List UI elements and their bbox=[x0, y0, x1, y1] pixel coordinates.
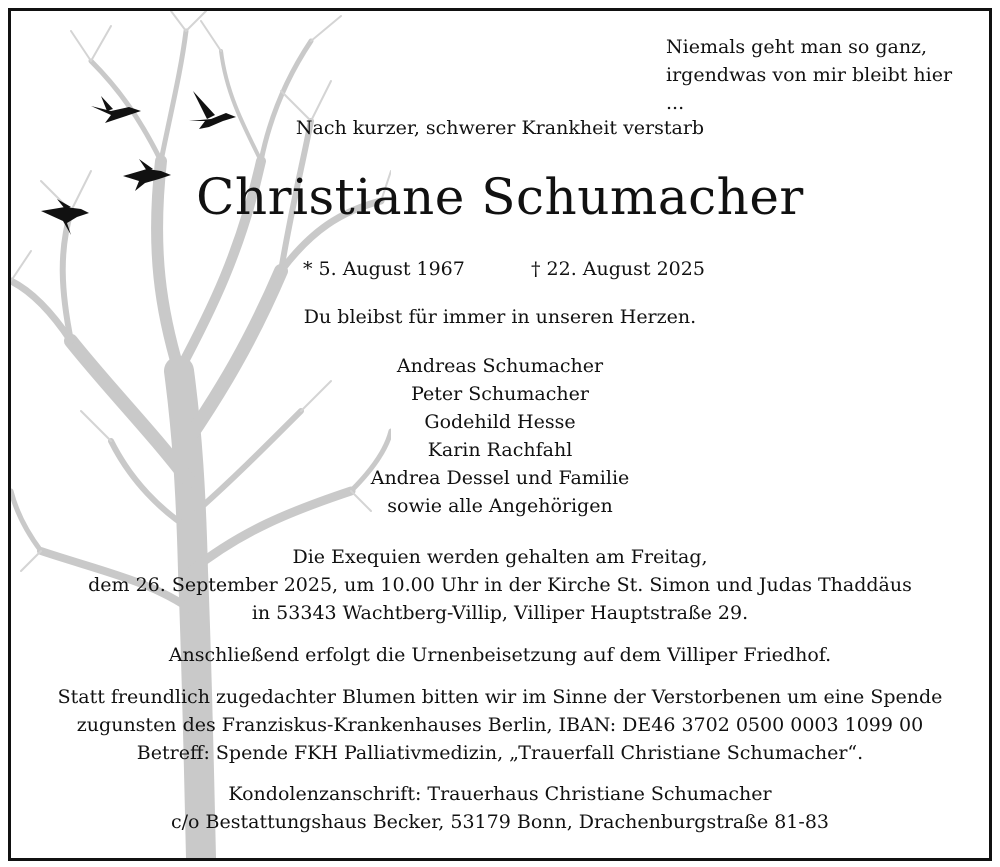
condolence-address bbox=[11, 780, 989, 836]
condolence-line: c/o Bestattungshaus Becker, 53179 Bonn, Drachenburgstraße 81-83 bbox=[171, 811, 829, 833]
donation-line: zugunsten des Franziskus-Krankenhauses Berlin, IBAN: DE46 3702 0500 0003 1099 00 bbox=[76, 714, 924, 736]
quote-line: irgendwas von mir bleibt hier ... bbox=[666, 64, 953, 114]
condolence-line: Kondolenzanschrift: Trauerhaus Christiane Schumacher bbox=[228, 783, 772, 805]
donation-line: Betreff: Spende FKH Palliativmedizin, „Trauerfall Christiane Schumacher“. bbox=[136, 742, 864, 764]
mourners-list bbox=[11, 352, 989, 520]
mourner-name: sowie alle Angehörigen bbox=[387, 495, 613, 517]
intro-text: Nach kurzer, schwerer Krankheit verstarb bbox=[295, 117, 705, 139]
service-info bbox=[11, 543, 989, 627]
quote bbox=[666, 33, 966, 117]
mourner-name: Peter Schumacher bbox=[411, 383, 589, 405]
mourner-name: Andreas Schumacher bbox=[396, 355, 604, 377]
mourner-name: Karin Rachfahl bbox=[427, 439, 573, 461]
obituary-frame bbox=[8, 8, 992, 861]
quote-line: Niemals geht man so ganz, bbox=[666, 36, 928, 58]
motto: Du bleibst für immer in unseren Herzen. bbox=[303, 306, 697, 328]
service-line: in 53343 Wachtberg-Villip, Villiper Hauptstraße 29. bbox=[251, 602, 749, 624]
deceased-name: Christiane Schumacher bbox=[196, 168, 804, 226]
donation-line: Statt freundlich zugedachter Blumen bitten wir im Sinne der Verstorbenen um eine Spende bbox=[57, 686, 943, 708]
service-line: Die Exequien werden gehalten am Freitag, bbox=[292, 546, 708, 568]
death-date: † 22. August 2025 bbox=[531, 258, 705, 280]
mourner-name: Godehild Hesse bbox=[424, 411, 576, 433]
birth-date: * 5. August 1967 bbox=[303, 258, 465, 280]
donation-info bbox=[11, 683, 989, 767]
burial-info: Anschließend erfolgt die Urnenbeisetzung auf dem Villiper Friedhof. bbox=[168, 644, 832, 666]
service-line: dem 26. September 2025, um 10.00 Uhr in der Kirche St. Simon und Judas Thaddäus bbox=[88, 574, 912, 596]
mourner-name: Andrea Dessel und Familie bbox=[370, 467, 630, 489]
